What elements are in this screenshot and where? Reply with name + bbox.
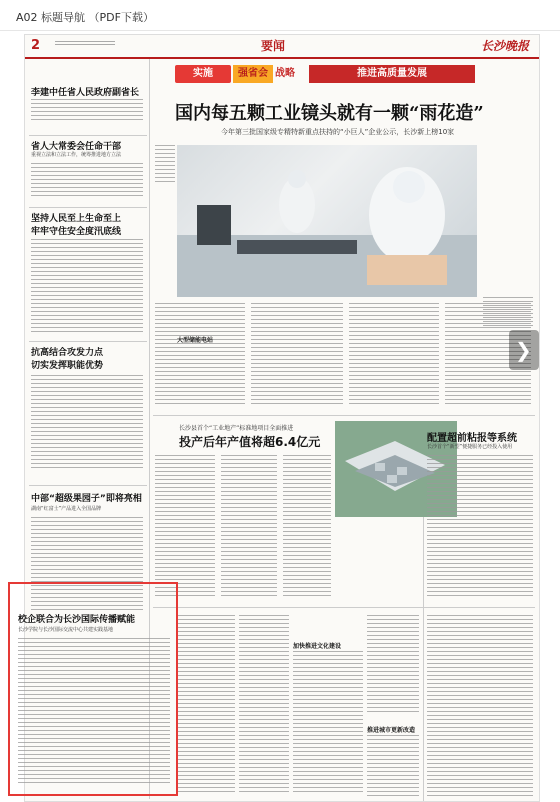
feature-body <box>18 638 170 788</box>
selected-article-highlight[interactable] <box>8 582 178 796</box>
small-title: 加快推进文化建设 <box>293 643 342 650</box>
next-page-button[interactable] <box>509 330 539 370</box>
lead-body <box>349 303 439 413</box>
lower-body <box>177 615 235 795</box>
page-label: A02 标题导航 <box>16 11 86 24</box>
right-article-sub: 长沙首个“新型”便捷服务已经投入使用 <box>427 444 513 450</box>
middle-article-kicker: 长沙县首个“工业地产”标准地项目全面推进 <box>179 425 294 432</box>
divider <box>29 207 147 208</box>
right-article-body <box>427 455 533 605</box>
lead-headline[interactable]: 国内每五颗工业镜头就有一颗“雨花造” <box>175 103 484 124</box>
lead-body-left <box>155 145 175 295</box>
page-number: 2 <box>31 38 41 53</box>
banner-tag-3: 战略 <box>275 68 295 79</box>
left-article-sub: 重视立法和立法工作，统筹推进地方立法 <box>31 152 122 158</box>
pdf-paren-close: ） <box>142 11 154 24</box>
banner-tag-4: 推进高质量发展 <box>309 65 475 83</box>
small-title: 推进城市更新改造 <box>367 727 416 734</box>
section-name: 要闻 <box>261 39 286 53</box>
factory-photo-drawing <box>177 145 477 297</box>
divider <box>29 485 147 486</box>
campaign-banner <box>175 63 479 85</box>
left-article-headline[interactable]: 省人大常委会任命干部 <box>31 142 122 152</box>
article-body <box>31 239 143 339</box>
lower-body <box>367 735 419 799</box>
newspaper-logo: 长沙晚报 <box>480 39 529 53</box>
feature-sub: 长沙学院与长沙国际交流中心共建实践基地 <box>18 627 114 633</box>
lead-subhead: 今年第三批国家级专精特新重点扶持的“小巨人”企业公示，长沙新上榜10家 <box>221 128 455 136</box>
left-article-headline[interactable]: 坚持人民至上生命至上 <box>31 214 122 224</box>
left-article-sub: 切实发挥职能优势 <box>31 361 104 371</box>
page-nav-bar <box>0 0 560 31</box>
banner-tag-1: 实施 <box>175 65 231 83</box>
middle-article-headline[interactable]: 投产后年产值将超6.4亿元 <box>179 435 321 449</box>
article-body <box>31 375 143 475</box>
divider <box>153 607 535 608</box>
lower-body <box>427 615 533 799</box>
divider <box>153 415 535 416</box>
lower-body <box>367 615 419 715</box>
middle-body <box>283 455 331 605</box>
divider <box>29 341 147 342</box>
chevron-right-icon: ❯ <box>515 338 532 362</box>
left-article-headline[interactable]: 李建中任省人民政府副省长 <box>31 88 140 98</box>
masthead-meta <box>55 39 115 47</box>
pdf-download-link[interactable]: PDF下载 <box>99 11 143 24</box>
banner-tag-2: 强省会 <box>233 65 273 83</box>
right-article-headline[interactable]: 配置超前粘报等系统 <box>427 433 517 444</box>
feature-headline[interactable]: 校企联合为长沙国际传播赋能 <box>18 615 136 625</box>
page-nav-title <box>16 9 154 25</box>
lower-body <box>293 651 363 801</box>
left-article-sub: 牢牢守住安全度汛底线 <box>31 227 122 237</box>
column-rule <box>423 505 424 802</box>
lead-body <box>251 303 343 413</box>
pdf-paren-open: （ <box>88 11 100 24</box>
left-article-headline[interactable]: 中部“超级果园子”即将亮相 <box>31 494 142 504</box>
article-body <box>31 99 143 129</box>
lead-body <box>155 303 245 413</box>
lower-body <box>239 615 289 795</box>
divider <box>29 135 147 136</box>
left-article-headline[interactable]: 抗高结合攻发力点 <box>31 348 104 358</box>
small-title: 大型储能电站 <box>177 337 214 344</box>
article-body <box>31 163 143 203</box>
middle-body <box>221 455 277 605</box>
masthead <box>25 35 539 59</box>
left-article-sub: 湖南“红富士”产品进入全国品牌 <box>31 506 102 512</box>
factory-photo <box>177 145 477 297</box>
